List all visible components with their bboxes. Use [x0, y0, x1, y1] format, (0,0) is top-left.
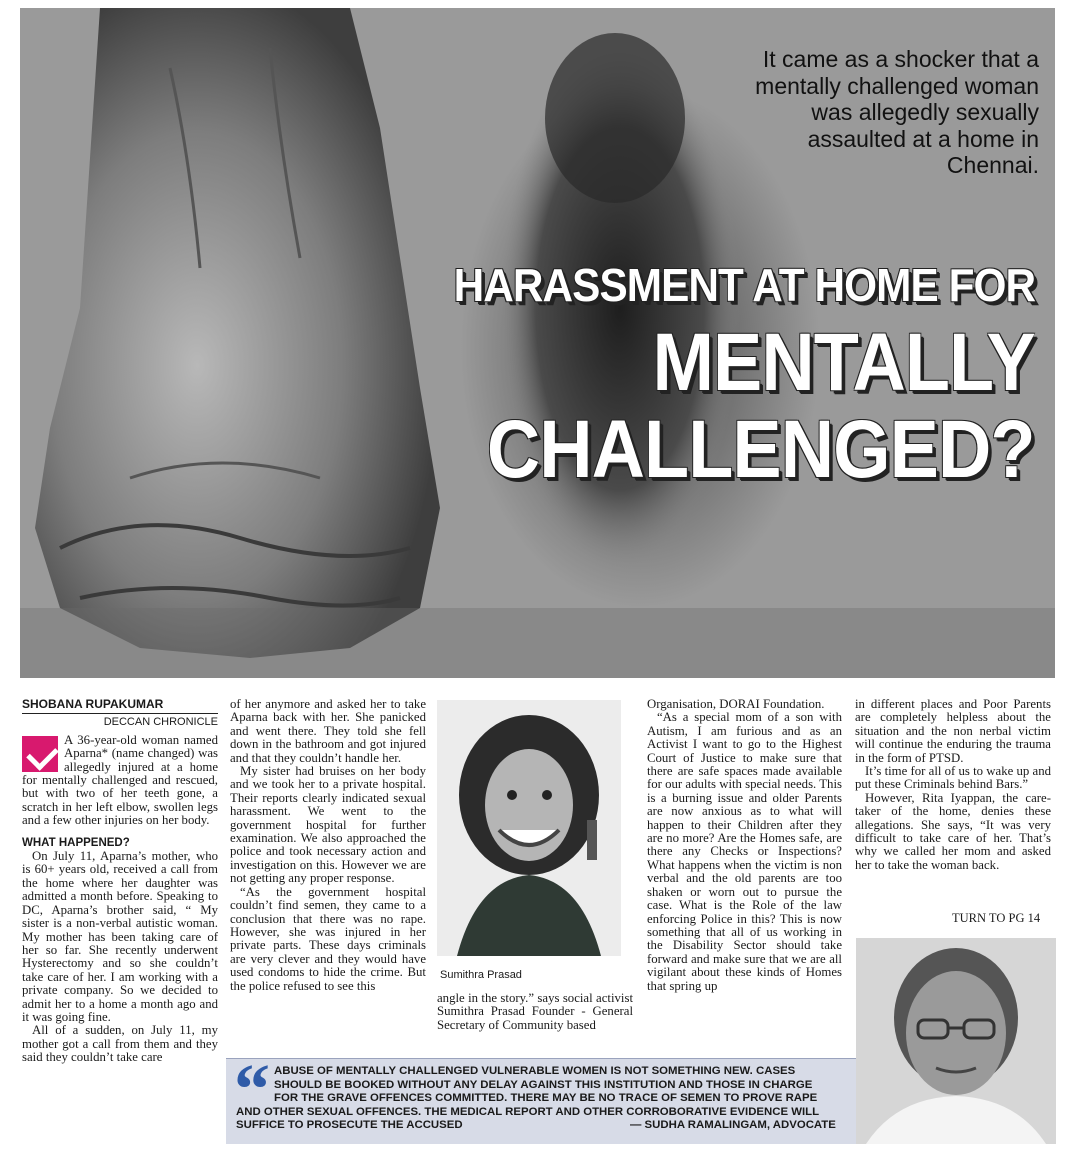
column-1	[22, 698, 218, 1065]
quote-mark-icon: “	[234, 1049, 270, 1129]
column-2	[230, 698, 426, 993]
article-paragraph: Organisation, DORAI Foundation.	[647, 697, 825, 711]
kicker-text: It came as a shocker that a mentally challenged woman was allegedly sexually assaulted at a home in Chennai.	[755, 46, 1039, 178]
column-3	[437, 992, 633, 1032]
subheading-what-happened: WHAT HAPPENED?	[22, 836, 130, 849]
photo-caption: Sumithra Prasad	[440, 969, 522, 981]
article-paragraph: “As a special mom of a son with Autism, I am furious and as an Activist I want to go to the Highest Court of Justice to make sure that there are safe spaces made available for our adults with special needs. This is a burning issue and older Parents are now anxious as to what will happen to their Children after they are no more? Are the Homes safe, are there any Checks or Inspections? What happens when the victim is non verbal and the old parents are too shaken or worn out to pursue the case. What is the Role of the law enforcing Police in this? This is now something that all of us working in the Disability Sector should take forward and make sure that we are all vigilant about these kinds of Homes that spring up	[647, 710, 842, 993]
source-label: DECCAN CHRONICLE	[22, 713, 218, 729]
photo-sumithra-prasad	[437, 700, 621, 956]
headline-line-3: CHALLENGED?	[487, 404, 1035, 495]
article-paragraph: It’s time for all of us to wake up and put these Criminals behind Bars.”	[855, 764, 1051, 792]
article-paragraph: A 36-year-old woman named Aparna* (name changed) was allegedly injured at a home for mentally challenged and rescued, but with two of her teeth gone, a scratch in her left elbow, swollen legs and a few other injuries on her body.	[22, 732, 218, 828]
article-paragraph: in different places and Poor Parents are completely helpless about the situation and the non nerbal victim will continue the enduring the trauma in the form of PTSD.	[855, 697, 1051, 765]
pull-quote-attribution: — SUDHA RAMALINGAM, ADVOCATE	[630, 1119, 836, 1131]
photo-sudha-ramalingam	[856, 938, 1056, 1144]
article-paragraph: All of a sudden, on July 11, my mother got a call from them and they said they couldn’t take care	[22, 1023, 218, 1065]
dropcap-chevron-icon	[22, 736, 58, 772]
column-5	[855, 698, 1051, 872]
pull-quote-text: ABUSE OF MENTALLY CHALLENGED VULNERABLE WOMEN IS NOT SOMETHING NEW. CASES SHOULD BE BOOKED WITHOUT ANY DELAY AGAINST THIS INSTITUTION AND THOSE IN CHARGE FOR THE GRAVE OFFENCES COMMITTED. THERE MAY BE NO TRACE OF SEMEN TO PROVE RAPE AND OTHER SEXUAL OFFENCES. THE MEDICAL REPORT AND OTHER CORROBORATIVE EVIDENCE WILL SUFFICE TO PROSECUTE THE ACCUSED	[236, 1065, 820, 1131]
article-paragraph: of her anymore and asked her to take Aparna back with her. She panicked and went there. They told she fell down in the bathroom and got injured and that they couldn’t handle her.	[230, 697, 426, 765]
column-4	[647, 698, 842, 993]
pull-quote	[226, 1049, 856, 1144]
article-paragraph: However, Rita Iyappan, the care-taker of the home, denies these allegations. She says, “It was very difficult to take care of her. That’s why we called her mom and asked her to take the woman back.	[855, 790, 1051, 872]
article-paragraph: On July 11, Aparna’s mother, who is 60+ years old, received a call from the home where her daughter was admitted a month before. Speaking to DC, Aparna’s brother said, “ My sister is a non-verbal autistic woman. My mother has been taking care of her so far. She recently underwent Hysterectomy and so she couldn’t take care of her. I am working with a private company. So we decided to admit her to a home a month ago and it was going fine.	[22, 849, 218, 1024]
article-paragraph: angle in the story.” says social activist Sumithra Prasad Founder - General Secretary of Community based	[437, 991, 633, 1032]
headline-line-2: MENTALLY	[652, 317, 1035, 408]
article-paragraph: My sister had bruises on her body and we took her to a private hospital. Their reports clearly indicated sexual harassment. We went to the government hospital for further examination. We also approached the police and took necessary action and investigation on this. However we are not getting any proper response.	[230, 764, 426, 886]
article-paragraph: “As the government hospital couldn’t find semen, they came to a conclusion that there was no rape. However, she was injured in her private parts. These days criminals are very clever and they would have used condoms to hide the crime. But the police refused to see this	[230, 884, 426, 993]
headline-line-1: HARASSMENT AT HOME FOR	[453, 259, 1035, 311]
hero-image	[20, 8, 1055, 678]
turn-to-page: TURN TO PG 14	[952, 911, 1041, 925]
byline: SHOBANA RUPAKUMAR	[22, 697, 164, 711]
